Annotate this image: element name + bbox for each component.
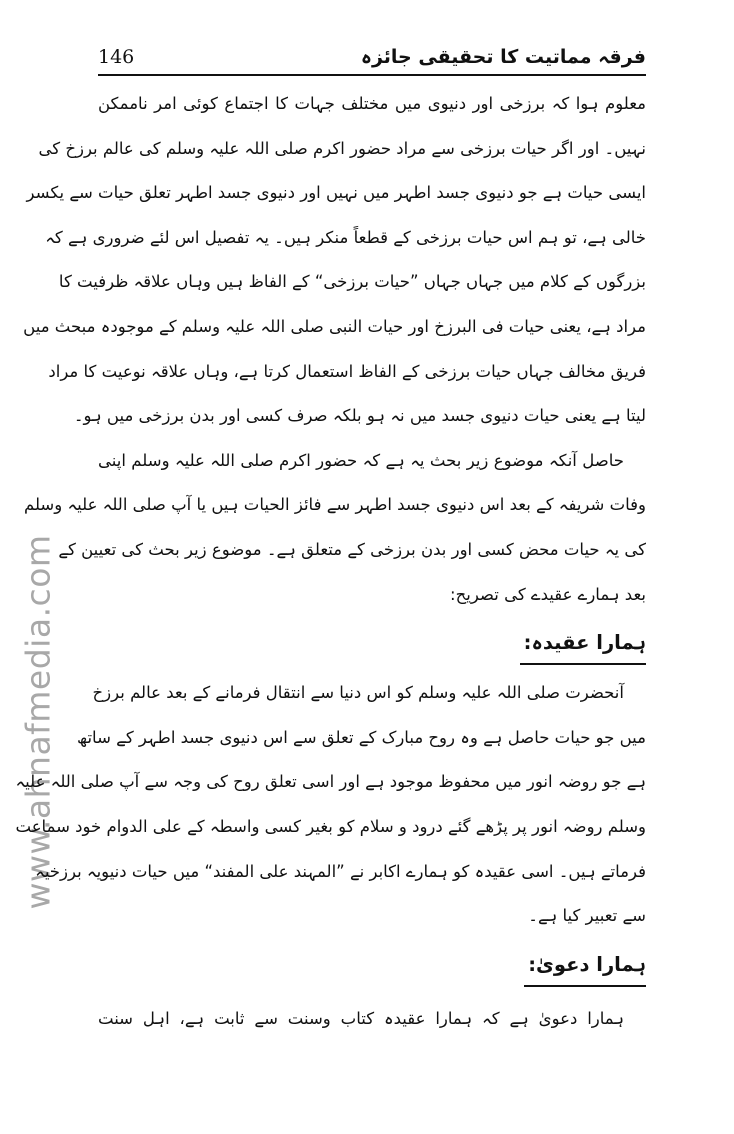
text-line: ایسی حیات ہے جو دنیوی جسد اطہر میں نہیں اور دنیوی جسد اطہر تعلق حیات سے یکسر bbox=[26, 183, 646, 203]
text-line: مراد ہے، یعنی حیات فی البرزخ اور حیات النبی صلی اللہ علیہ وسلم کے موجودہ مبحث میں bbox=[23, 316, 646, 336]
paragraph-dawa bbox=[98, 997, 646, 1042]
text-line: فریق مخالف جہاں حیات برزخی کے الفاظ استعمال کرتا ہے، وہاں علاقہ نوعیت کا مراد bbox=[48, 361, 646, 381]
page-number: 146 bbox=[98, 46, 135, 68]
text-line: بعد ہمارے عقیدے کی تصریح: bbox=[450, 584, 646, 604]
text-line: سے تعبیر کیا ہے۔ bbox=[528, 906, 646, 926]
text-line: وفات شریفہ کے بعد اس دنیوی جسد اطہر سے فائز الحیات ہیں یا آپ صلی اللہ علیہ وسلم bbox=[23, 495, 646, 515]
text-line: فرماتے ہیں۔ اسی عقیدہ کو ہمارے اکابر نے ”المہند علی المفند“ میں حیات دنیویہ برزخیہ bbox=[35, 861, 646, 881]
text-line: کی یہ حیات محض کسی اور بدن برزخی کے متعلق ہے۔ موضوع زیر بحث کی تعیین کے bbox=[58, 539, 646, 559]
heading-aqeedah-text: ہمارا عقیدہ: bbox=[520, 623, 646, 665]
text-line: حاصل آنکہ موضوع زیر بحث یہ ہے کہ حضور اکرم صلی اللہ علیہ وسلم اپنی bbox=[98, 450, 624, 470]
text-line: معلوم ہوا کہ برزخی اور دنیوی میں مختلف جہات کا اجتماع کوئی امر ناممکن bbox=[98, 94, 646, 113]
text-line: آنحضرت صلی اللہ علیہ وسلم کو اس دنیا سے انتقال فرمانے کے بعد عالم برزخ bbox=[92, 683, 624, 703]
text-line: بزرگوں کے کلام میں جہاں جہاں ”حیات برزخی“ کے الفاظ ہیں وہاں علاقہ ظرفیت کا bbox=[58, 272, 646, 292]
text-line: میں جو حیات حاصل ہے وہ روح مبارک کے تعلق سے اس دنیوی جسد اطہر کے ساتھ bbox=[77, 727, 646, 747]
header-divider bbox=[98, 74, 646, 76]
text-line: وسلم روضہ انور پر پڑھے گئے درود و سلام کو بغیر کسی واسطہ کے علی الدوام خود سماعت bbox=[15, 816, 646, 836]
text-line: نہیں۔ اور اگر حیات برزخی سے مراد حضور اکرم صلی اللہ علیہ وسلم کی عالم برزخ کی bbox=[38, 138, 646, 158]
heading-dawa-text: ہمارا دعویٰ: bbox=[524, 945, 646, 987]
text-line: خالی ہے، تو ہم اس حیات برزخی کے قطعاً منکر ہیں۔ یہ تفصیل اس لئے ضروری ہے کہ bbox=[45, 227, 646, 247]
paragraph-1 bbox=[23, 82, 646, 439]
running-title: فرقہ مماتیت کا تحقیقی جائزہ bbox=[360, 46, 646, 68]
heading-aqeedah bbox=[98, 617, 646, 671]
text-line: ہمارا دعویٰ ہے کہ ہمارا عقیدہ کتاب وسنت سے ثابت ہے، اہل سنت bbox=[98, 1008, 624, 1028]
text-line: ہے جو روضہ انور میں محفوظ موجود ہے اور اسی تعلق روح کی وجہ سے آپ صلی اللہ علیہ bbox=[15, 772, 646, 792]
page-header bbox=[98, 34, 646, 72]
watermark-text: www.ahnafmedia.com bbox=[18, 534, 58, 910]
text-line: لیتا ہے یعنی حیات دنیوی جسد میں نہ ہو بلکہ صرف کسی اور بدن برزخی میں ہو۔ bbox=[73, 406, 646, 426]
heading-dawa bbox=[98, 939, 646, 993]
paragraph-2 bbox=[23, 439, 646, 617]
